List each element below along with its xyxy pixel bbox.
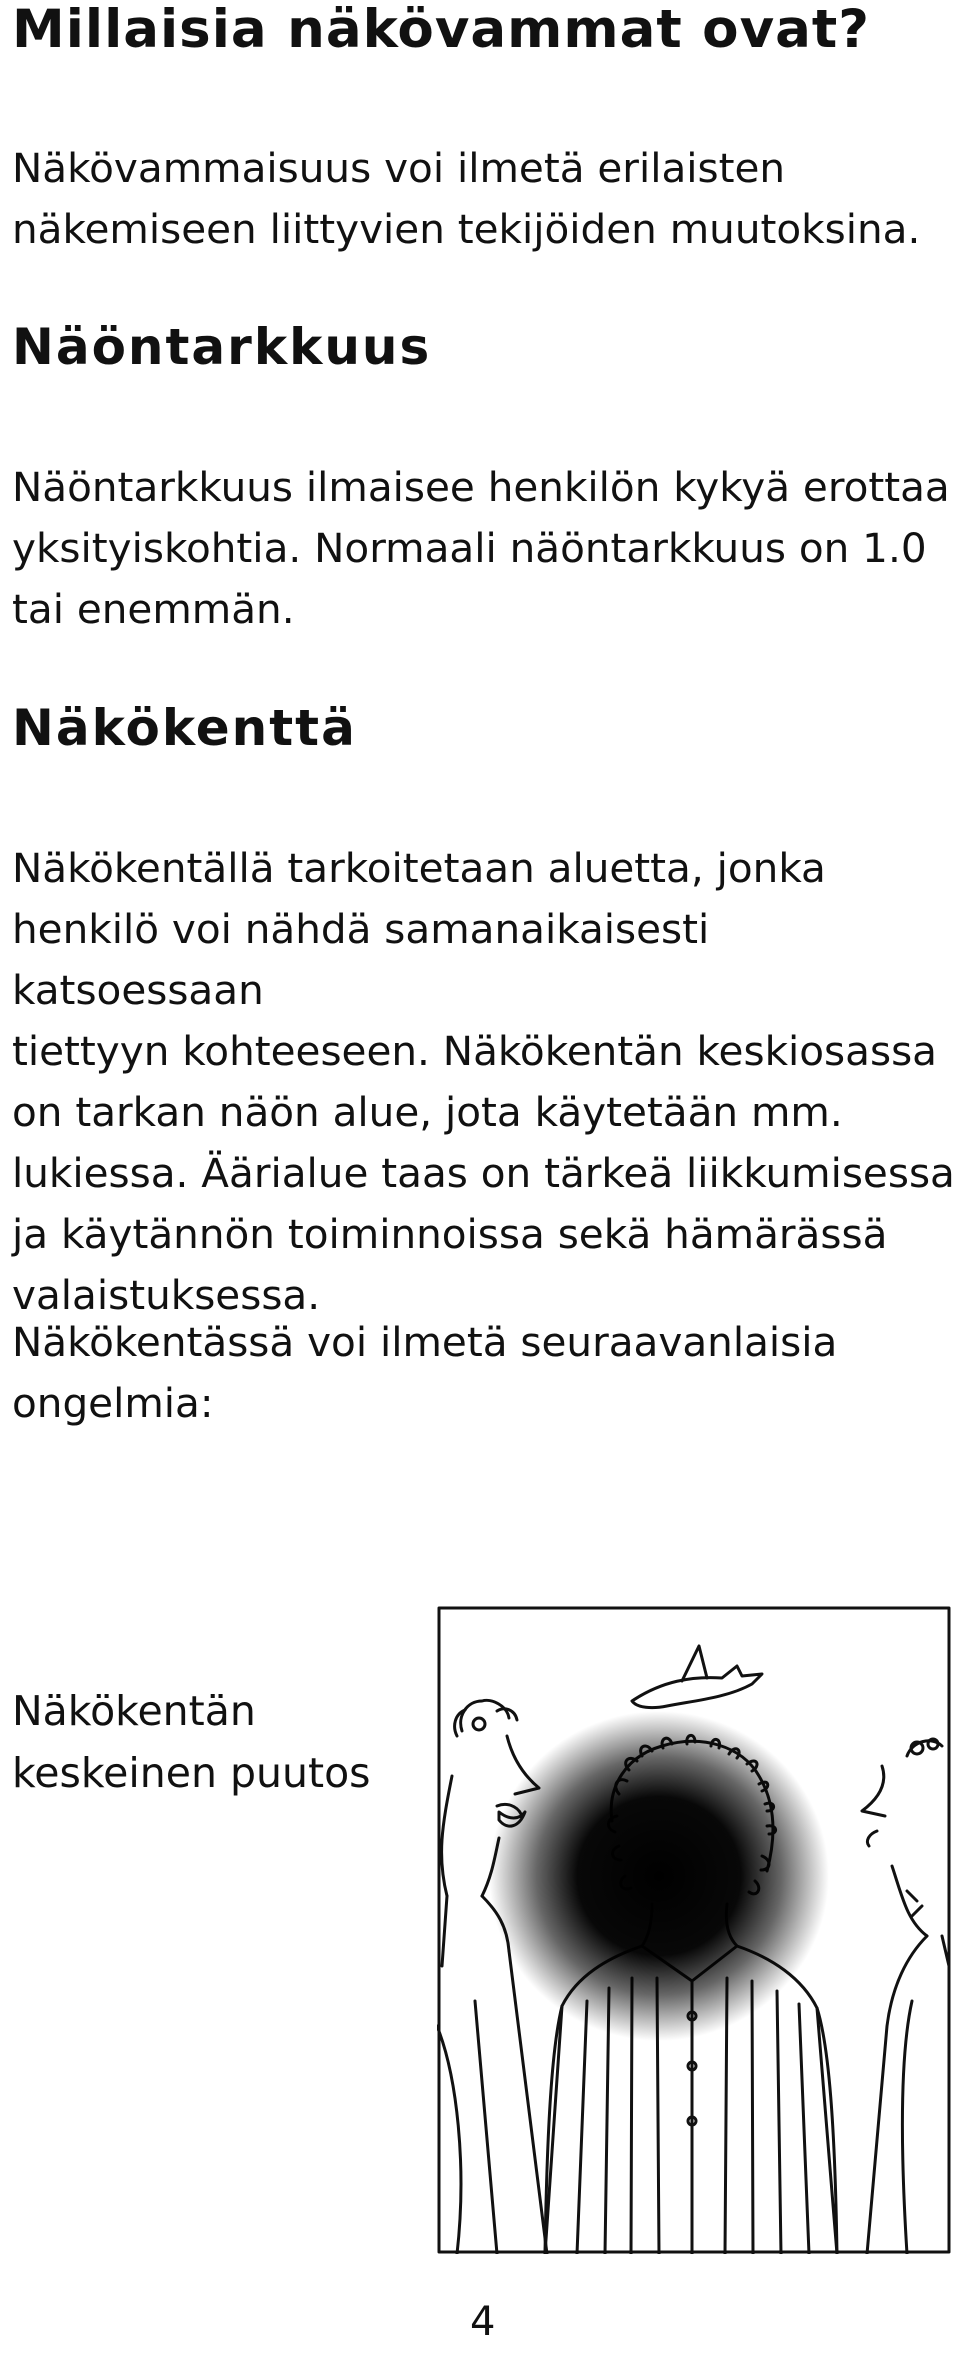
figure-caption: Näkökentän keskeinen puutos bbox=[12, 1687, 371, 1797]
page-number: 4 bbox=[470, 2299, 496, 2345]
page-title: Millaisia näkövammat ovat? bbox=[12, 0, 870, 60]
central-blind-spot bbox=[489, 1711, 829, 2041]
heading-visual-field: Näkökenttä bbox=[12, 699, 357, 757]
visual-field-paragraph: Näkökentällä tarkoitetaan aluetta, jonka henkilö voi nähdä samanaikaisesti katsoessaan tiettyyn kohteeseen. Näkökentän keskiosassa on tarkan näön alue, jota käytetään mm. lukiessa. Äärialue taas on tärkeä liikkumisessa ja käytännön toiminnoissa sekä hämärässä valaistuksessa. bbox=[12, 844, 955, 1319]
right-man-figure bbox=[862, 1739, 949, 2254]
visual-acuity-paragraph: Näöntarkkuus ilmaisee henkilön kykyä erottaa yksityiskohtia. Normaali näöntarkkuus on 1.0 tai enemmän. bbox=[12, 463, 950, 633]
field-problems-paragraph: Näkökentässä voi ilmetä seuraavanlaisia ongelmia: bbox=[12, 1318, 838, 1427]
central-field-loss-illustration bbox=[437, 1606, 951, 2254]
intro-paragraph: Näkövammaisuus voi ilmetä erilaisten näkemiseen liittyvien tekijöiden muutoksina. bbox=[12, 144, 921, 253]
heading-visual-acuity: Näöntarkkuus bbox=[12, 318, 432, 376]
bird-icon bbox=[632, 1666, 762, 1708]
